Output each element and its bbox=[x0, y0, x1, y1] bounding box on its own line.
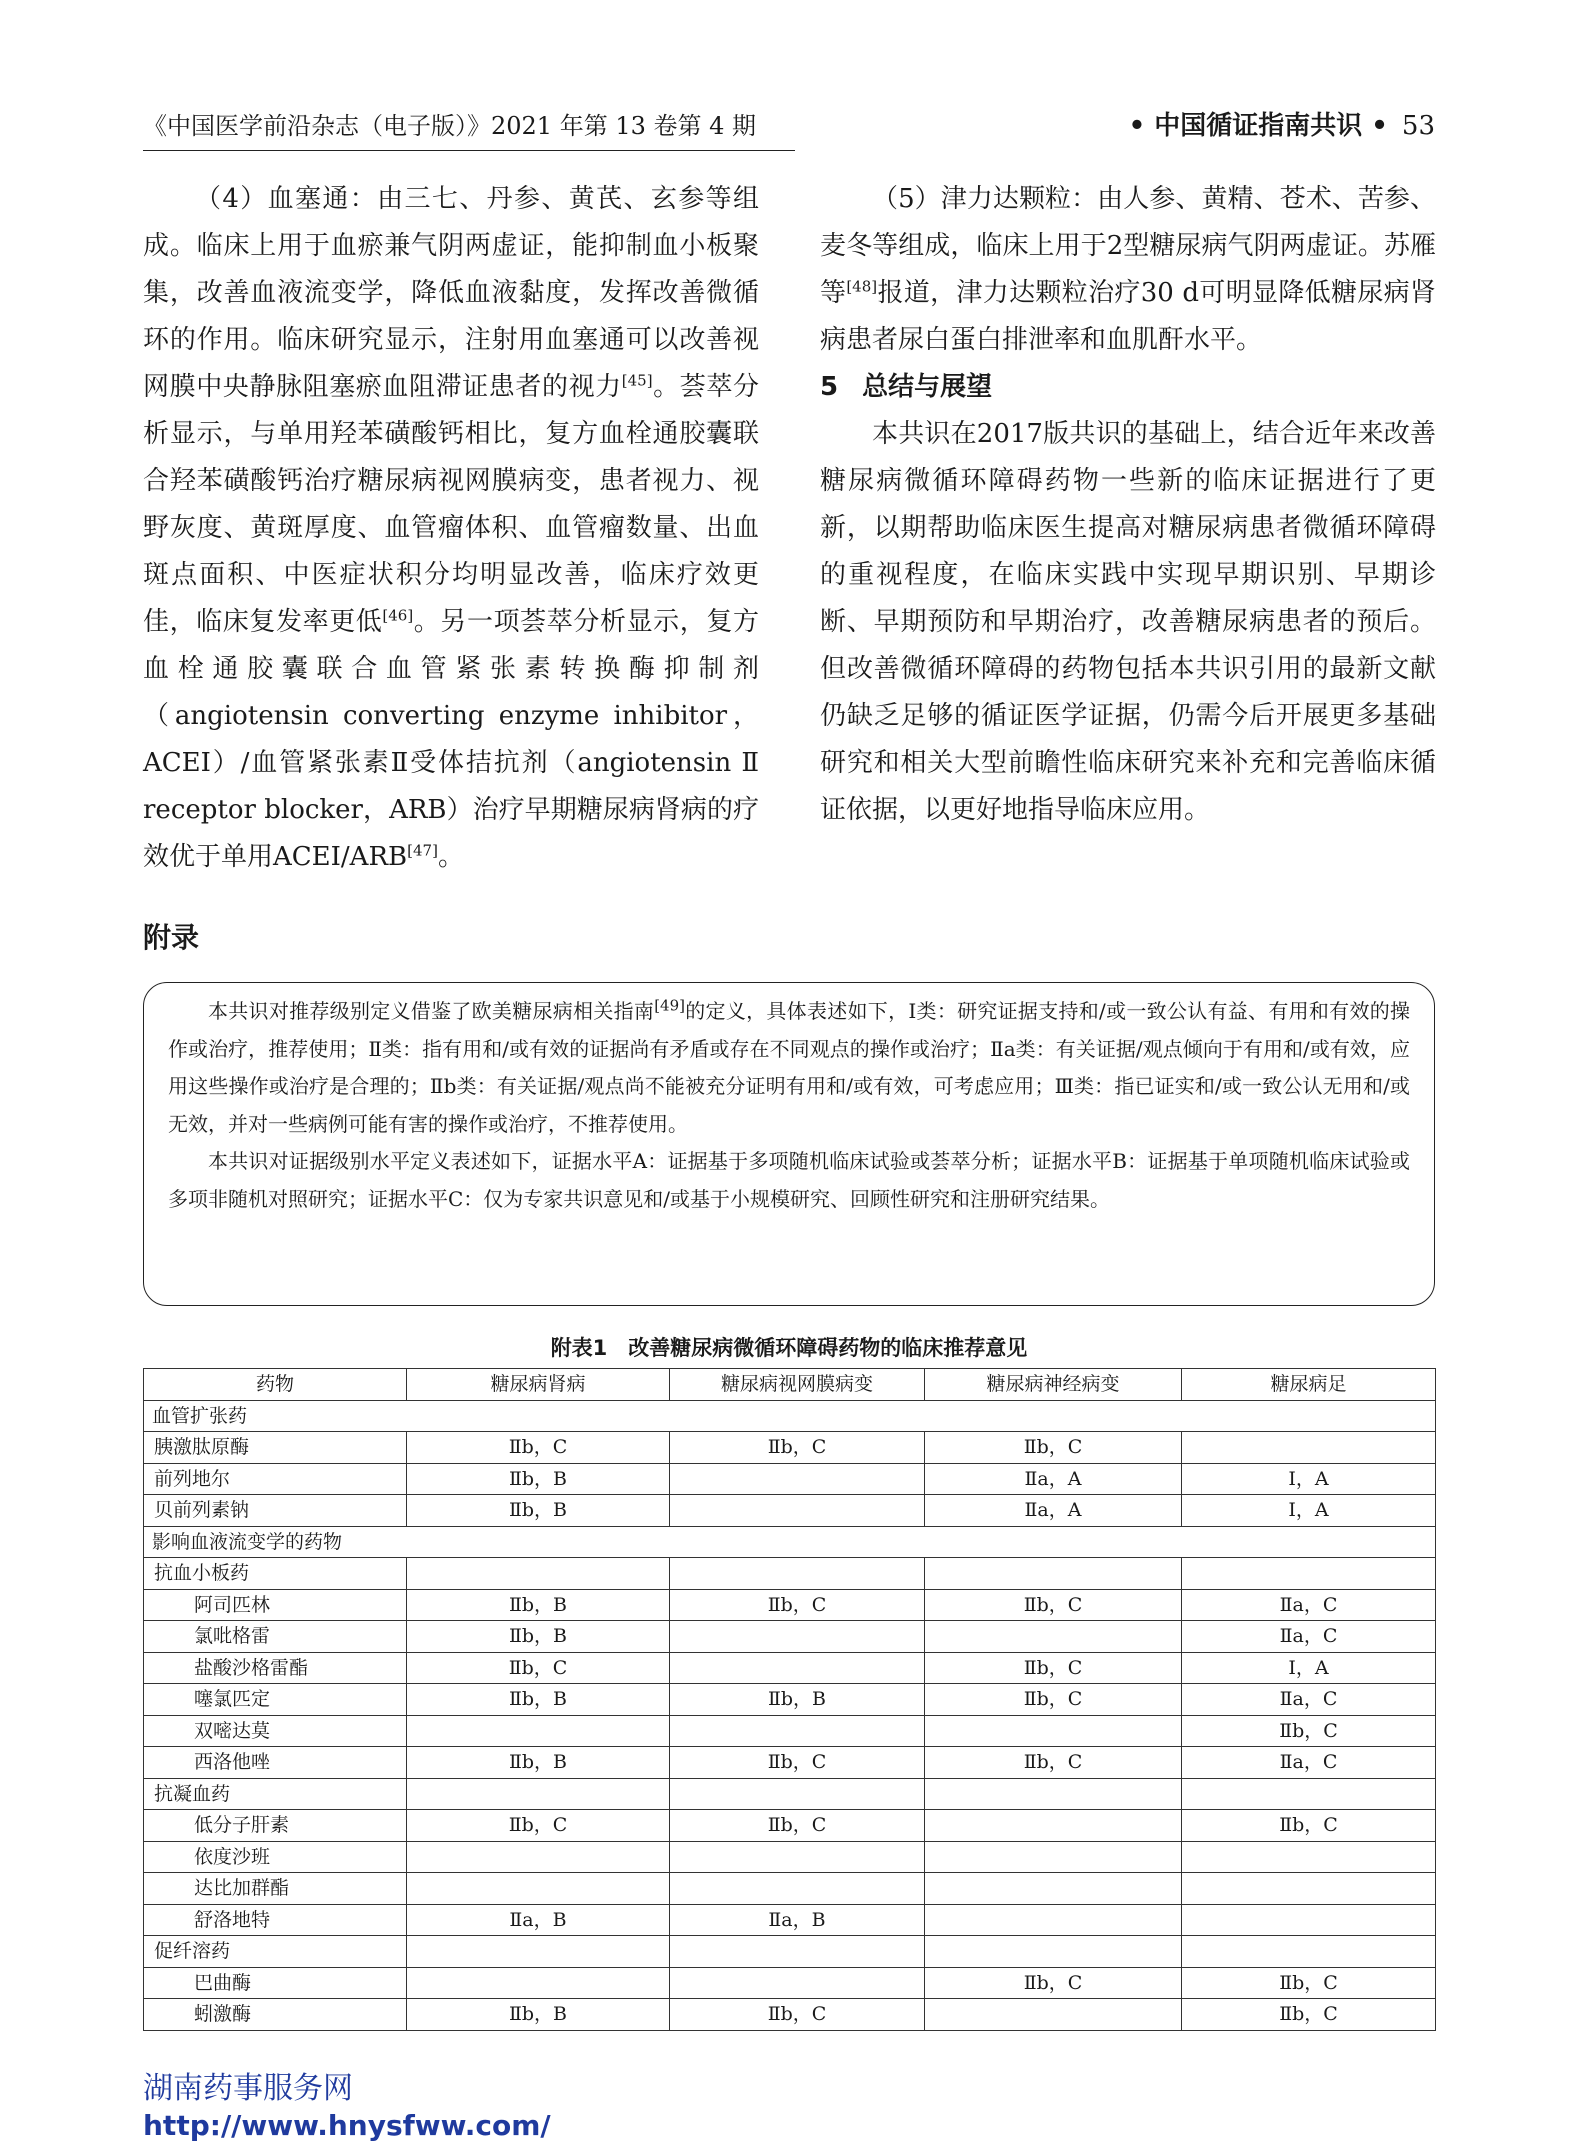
nephropathy-cell bbox=[407, 1873, 670, 1905]
citation-45[interactable]: [45] bbox=[621, 371, 653, 390]
section-title: 总结与展望 bbox=[862, 372, 993, 402]
diabetic-foot-cell: Ⅱb，C bbox=[1182, 1999, 1436, 2031]
retinopathy-cell bbox=[670, 1841, 925, 1873]
table-row bbox=[144, 1904, 1436, 1936]
retinopathy-cell: Ⅱa，B bbox=[670, 1904, 925, 1936]
table-body bbox=[144, 1400, 1436, 2030]
diabetic-foot-cell: Ⅰ，A bbox=[1182, 1495, 1436, 1527]
retinopathy-cell: Ⅱb，C bbox=[670, 1810, 925, 1842]
retinopathy-cell: Ⅱb，C bbox=[670, 1589, 925, 1621]
watermark bbox=[143, 2070, 551, 2144]
diabetic-foot-cell bbox=[1182, 1936, 1436, 1968]
retinopathy-cell: Ⅱb，C bbox=[670, 1999, 925, 2031]
table-row bbox=[144, 1463, 1436, 1495]
appendix-title: 附录 bbox=[143, 921, 200, 954]
nephropathy-cell bbox=[407, 1967, 670, 1999]
appendix-note-box bbox=[143, 982, 1435, 1306]
section-label bbox=[1129, 108, 1435, 144]
table-title: 附表1 改善糖尿病微循环障碍药物的临床推荐意见 bbox=[550, 1336, 1028, 1360]
nephropathy-cell: Ⅱb，B bbox=[407, 1463, 670, 1495]
text-run: （5）津力达颗粒：由人参、黄精、苍术、苦参、麦冬等组成，临床上用于2型糖尿病气阴两虚证。苏雁等 bbox=[820, 184, 1436, 308]
diabetic-foot-cell: Ⅱa，C bbox=[1182, 1684, 1436, 1716]
table-category-row bbox=[144, 1400, 1436, 1432]
retinopathy-cell bbox=[670, 1936, 925, 1968]
retinopathy-cell bbox=[670, 1778, 925, 1810]
column-header-neuropathy: 糖尿病神经病变 bbox=[925, 1369, 1182, 1401]
neuropathy-cell bbox=[925, 1778, 1182, 1810]
paragraph-summary: 本共识在2017版共识的基础上，结合近年来改善糖尿病微循环障碍药物一些新的临床证据进行了更新，以期帮助临床医生提高对糖尿病患者微循环障碍的重视程度，在临床实践中实现早期识别、早期诊断、早期预防和早期治疗，改善糖尿病患者的预后。但改善微循环障碍的药物包括本共识引用的最新文献仍缺乏足够的循证医学证据，仍需今后开展更多基础研究和相关大型前瞻性临床研究来补充和完善临床循证依据，以更好地指导临床应用。 bbox=[820, 419, 1436, 825]
diabetic-foot-cell bbox=[1182, 1904, 1436, 1936]
retinopathy-cell: Ⅱb，B bbox=[670, 1684, 925, 1716]
diabetic-foot-cell: Ⅱb，C bbox=[1182, 1715, 1436, 1747]
evidence-level-definition: 本共识对证据级别水平定义表述如下，证据水平A：证据基于多项随机临床试验或荟萃分析；证据水平B：证据基于单项随机临床试验或多项非随机对照研究；证据水平C：仅为专家共识意见和/或基于小规模研究、回顾性研究和注册研究结果。 bbox=[168, 1149, 1410, 1211]
retinopathy-cell bbox=[670, 1463, 925, 1495]
drug-name: 胰激肽原酶 bbox=[144, 1432, 407, 1464]
category-label: 影响血液流变学的药物 bbox=[144, 1526, 1436, 1558]
drug-name: 贝前列素钠 bbox=[144, 1495, 407, 1527]
diabetic-foot-cell bbox=[1182, 1778, 1436, 1810]
table-row bbox=[144, 1652, 1436, 1684]
drug-name: 促纤溶药 bbox=[144, 1936, 407, 1968]
table-row bbox=[144, 1999, 1436, 2031]
header-rule bbox=[143, 150, 795, 151]
drug-name: 依度沙班 bbox=[144, 1841, 407, 1873]
retinopathy-cell: Ⅱb，C bbox=[670, 1747, 925, 1779]
neuropathy-cell: Ⅱb，C bbox=[925, 1747, 1182, 1779]
nephropathy-cell bbox=[407, 1715, 670, 1747]
nephropathy-cell bbox=[407, 1936, 670, 1968]
neuropathy-cell bbox=[925, 1873, 1182, 1905]
neuropathy-cell: Ⅱb，C bbox=[925, 1967, 1182, 1999]
retinopathy-cell bbox=[670, 1558, 925, 1590]
diabetic-foot-cell: Ⅰ，A bbox=[1182, 1463, 1436, 1495]
retinopathy-cell bbox=[670, 1495, 925, 1527]
section-number: 5 bbox=[820, 372, 839, 402]
table-row bbox=[144, 1684, 1436, 1716]
drug-name: 抗血小板药 bbox=[144, 1558, 407, 1590]
neuropathy-cell: Ⅱb，C bbox=[925, 1652, 1182, 1684]
neuropathy-cell: Ⅱa，A bbox=[925, 1495, 1182, 1527]
left-column bbox=[143, 176, 759, 881]
table-row bbox=[144, 1841, 1436, 1873]
diabetic-foot-cell: Ⅱb，C bbox=[1182, 1967, 1436, 1999]
neuropathy-cell bbox=[925, 1810, 1182, 1842]
drug-name: 巴曲酶 bbox=[144, 1967, 407, 1999]
retinopathy-cell bbox=[670, 1652, 925, 1684]
column-header-diabetic-foot: 糖尿病足 bbox=[1182, 1369, 1436, 1401]
drug-name: 低分子肝素 bbox=[144, 1810, 407, 1842]
neuropathy-cell: Ⅱb，C bbox=[925, 1589, 1182, 1621]
table-header-row bbox=[144, 1369, 1436, 1401]
right-column bbox=[820, 176, 1436, 834]
paragraph-jinlida bbox=[820, 176, 1436, 364]
diabetic-foot-cell bbox=[1182, 1432, 1436, 1464]
diabetic-foot-cell bbox=[1182, 1558, 1436, 1590]
watermark-site-name: 湖南药事服务网 bbox=[143, 2071, 353, 2106]
text-run: 的定义，具体表述如下，Ⅰ类：研究证据支持和/或一致公认有益、有用和有效的操作或治疗，推荐使用；Ⅱ类：指有用和/或有效的证据尚有矛盾或存在不同观点的操作或治疗；Ⅱa类：有关证据/观点倾向于有用和/或有效，应用这些操作或治疗是合理的；Ⅱb类：有关证据/观点尚不能被充分证明有用和/或有效，可考虑应用；Ⅲ类：指已证实和/或一致公认无用和/或无效，并对一些病例可能有害的操作或治疗，不推荐使用。 bbox=[168, 999, 1411, 1136]
nephropathy-cell bbox=[407, 1841, 670, 1873]
journal-title: 《中国医学前沿杂志（电子版）》2021 年第 13 卷第 4 期 bbox=[143, 112, 757, 140]
neuropathy-cell bbox=[925, 1999, 1182, 2031]
section-heading bbox=[820, 364, 1436, 411]
diabetic-foot-cell: Ⅱa，C bbox=[1182, 1589, 1436, 1621]
nephropathy-cell bbox=[407, 1558, 670, 1590]
column-header-drug: 药物 bbox=[144, 1369, 407, 1401]
neuropathy-cell: Ⅱb，C bbox=[925, 1432, 1182, 1464]
nephropathy-cell: Ⅱb，B bbox=[407, 1589, 670, 1621]
watermark-url[interactable]: http://www.hnysfww.com/ bbox=[143, 2109, 551, 2142]
diabetic-foot-cell bbox=[1182, 1873, 1436, 1905]
table-row bbox=[144, 1810, 1436, 1842]
retinopathy-cell bbox=[670, 1967, 925, 1999]
diabetic-foot-cell: Ⅰ，A bbox=[1182, 1652, 1436, 1684]
column-header-nephropathy: 糖尿病肾病 bbox=[407, 1369, 670, 1401]
table-category-row bbox=[144, 1526, 1436, 1558]
text-run: 。另一项荟萃分析显示，复方血栓通胶囊联合血管紧张素转换酶抑制剂（angiotensin converting enzyme inhibitor，ACEI）/血管紧张素Ⅱ受体拮抗剂（angiotensin Ⅱ receptor blocker，ARB）治疗早期糖尿病肾病的疗效优于单用ACEI/ARB bbox=[143, 607, 759, 872]
retinopathy-cell bbox=[670, 1873, 925, 1905]
neuropathy-cell bbox=[925, 1621, 1182, 1653]
recommendation-class-definition bbox=[168, 993, 1410, 1143]
retinopathy-cell bbox=[670, 1621, 925, 1653]
table-row bbox=[144, 1936, 1436, 1968]
nephropathy-cell: Ⅱb，B bbox=[407, 1621, 670, 1653]
drug-name: 抗凝血药 bbox=[144, 1778, 407, 1810]
neuropathy-cell bbox=[925, 1936, 1182, 1968]
category-label: 血管扩张药 bbox=[144, 1400, 1436, 1432]
paragraph-xuesaitong bbox=[143, 176, 759, 881]
table-row bbox=[144, 1873, 1436, 1905]
table-row bbox=[144, 1432, 1436, 1464]
citation-48[interactable]: [48] bbox=[846, 277, 878, 296]
retinopathy-cell: Ⅱb，C bbox=[670, 1432, 925, 1464]
table-row bbox=[144, 1558, 1436, 1590]
neuropathy-cell: Ⅱb，C bbox=[925, 1684, 1182, 1716]
drug-name: 前列地尔 bbox=[144, 1463, 407, 1495]
retinopathy-cell bbox=[670, 1715, 925, 1747]
column-header-retinopathy: 糖尿病视网膜病变 bbox=[670, 1369, 925, 1401]
text-run: 报道，津力达颗粒治疗30 d可明显降低糖尿病肾病患者尿白蛋白排泄率和血肌酐水平。 bbox=[820, 278, 1436, 355]
drug-name: 噻氯匹定 bbox=[144, 1684, 407, 1716]
page-number: 53 bbox=[1401, 111, 1435, 141]
drug-name: 双嘧达莫 bbox=[144, 1715, 407, 1747]
diabetic-foot-cell: Ⅱa，C bbox=[1182, 1621, 1436, 1653]
table-row bbox=[144, 1967, 1436, 1999]
nephropathy-cell: Ⅱb，C bbox=[407, 1652, 670, 1684]
table-row bbox=[144, 1495, 1436, 1527]
citation-47[interactable]: [47] bbox=[407, 841, 438, 860]
page-header bbox=[143, 108, 1435, 152]
section-name: • 中国循证指南共识 • bbox=[1128, 111, 1388, 141]
neuropathy-cell bbox=[925, 1558, 1182, 1590]
drug-name: 达比加群酯 bbox=[144, 1873, 407, 1905]
drug-name: 阿司匹林 bbox=[144, 1589, 407, 1621]
table-row bbox=[144, 1589, 1436, 1621]
citation-49[interactable]: [49] bbox=[654, 996, 685, 1015]
nephropathy-cell bbox=[407, 1778, 670, 1810]
drug-name: 舒洛地特 bbox=[144, 1904, 407, 1936]
neuropathy-cell bbox=[925, 1904, 1182, 1936]
citation-46[interactable]: [46] bbox=[382, 606, 414, 625]
diabetic-foot-cell: Ⅱb，C bbox=[1182, 1810, 1436, 1842]
table-row bbox=[144, 1715, 1436, 1747]
text-run: 。 bbox=[437, 842, 464, 872]
drug-name: 西洛他唑 bbox=[144, 1747, 407, 1779]
drug-name: 蚓激酶 bbox=[144, 1999, 407, 2031]
neuropathy-cell: Ⅱa，A bbox=[925, 1463, 1182, 1495]
drug-name: 氯吡格雷 bbox=[144, 1621, 407, 1653]
neuropathy-cell bbox=[925, 1715, 1182, 1747]
text-run: 本共识对推荐级别定义借鉴了欧美糖尿病相关指南 bbox=[208, 999, 655, 1023]
nephropathy-cell: Ⅱa，B bbox=[407, 1904, 670, 1936]
nephropathy-cell: Ⅱb，B bbox=[407, 1684, 670, 1716]
nephropathy-cell: Ⅱb，B bbox=[407, 1495, 670, 1527]
nephropathy-cell: Ⅱb，B bbox=[407, 1747, 670, 1779]
drug-name: 盐酸沙格雷酯 bbox=[144, 1652, 407, 1684]
recommendation-table bbox=[143, 1368, 1436, 2031]
nephropathy-cell: Ⅱb，C bbox=[407, 1432, 670, 1464]
table-row bbox=[144, 1747, 1436, 1779]
nephropathy-cell: Ⅱb，C bbox=[407, 1810, 670, 1842]
table-row bbox=[144, 1621, 1436, 1653]
neuropathy-cell bbox=[925, 1841, 1182, 1873]
nephropathy-cell: Ⅱb，B bbox=[407, 1999, 670, 2031]
diabetic-foot-cell: Ⅱa，C bbox=[1182, 1747, 1436, 1779]
diabetic-foot-cell bbox=[1182, 1841, 1436, 1873]
table-row bbox=[144, 1778, 1436, 1810]
text-run: （4）血塞通：由三七、丹参、黄芪、玄参等组成。临床上用于血瘀兼气阴两虚证，能抑制血小板聚集，改善血液流变学，降低血液黏度，发挥改善微循环的作用。临床研究显示，注射用血塞通可以改善视网膜中央静脉阻塞瘀血阻滞证患者的视力 bbox=[143, 184, 759, 402]
text-run: 。荟萃分析显示，与单用羟苯磺酸钙相比，复方血栓通胶囊联合羟苯磺酸钙治疗糖尿病视网膜病变，患者视力、视野灰度、黄斑厚度、血管瘤体积、血管瘤数量、出血斑点面积、中医症状积分均明显改善，临床疗效更佳，临床复发率更低 bbox=[143, 372, 759, 637]
